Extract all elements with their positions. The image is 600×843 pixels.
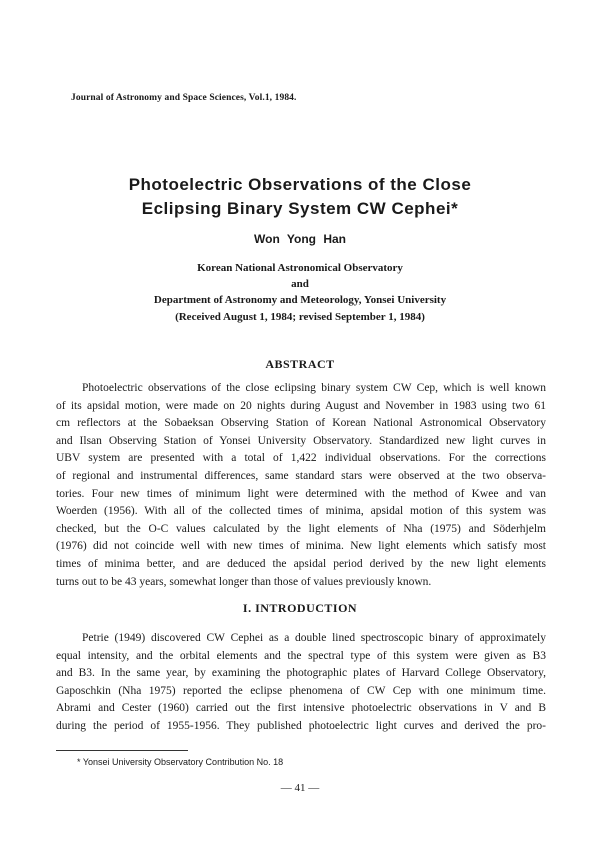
affiliation-line: Korean National Astronomical Observatory	[197, 262, 403, 274]
author-name: Won Yong Han	[254, 232, 346, 246]
affiliation-line: and	[291, 278, 309, 290]
intro-line: equal intensity, and the orbital elements and the spectral type of this system were given as B3	[56, 649, 546, 662]
abstract-line: and Ilsan Observing Station of Yonsei University Observatory. Standardized new light curves in	[56, 434, 546, 447]
page-number: — 41 —	[280, 782, 320, 794]
journal-citation: Journal of Astronomy and Space Sciences, Vol.1, 1984.	[71, 93, 297, 103]
title-line-1: Photoelectric Observations of the Close	[128, 175, 472, 194]
abstract-line: checked, but the O-C values calculated by the light elements of Nha (1975) and Söderhjelm	[56, 522, 546, 535]
abstract-line: Woerden (1956). With all of the collected times of minima, apsidal motion of this system was	[56, 505, 546, 518]
abstract-line: turns out to be 43 years, somewhat longer than those of values previously known.	[56, 575, 432, 588]
abstract-line: Photoelectric observations of the close eclipsing binary system CW Cep, which is well known	[82, 382, 546, 394]
received-dates: (Received August 1, 1984; revised September 1, 1984)	[175, 311, 425, 323]
abstract-line: times of minima better, and are deduced the apsidal period derived by the new light elements	[56, 557, 546, 570]
title-line-2: Eclipsing Binary System CW Cephei*	[141, 199, 459, 218]
abstract-line: tories. Four new times of minimum light were determined with the method of Kwee and van	[56, 487, 546, 500]
abstract-line: cm reflectors at the Sobaeksan Observing Station of Korean National Astronomical Observatory	[56, 417, 546, 430]
affiliation-line: Department of Astronomy and Meteorology, Yonsei University	[153, 294, 447, 306]
intro-line: Gaposchkin (Nha 1975) reported the eclipse phenomena of CW Cep with one minimum time.	[56, 684, 546, 697]
introduction-body	[56, 630, 546, 736]
intro-line: and B3. In the same year, by examining the photographic plates of Harvard College Observatory,	[56, 667, 546, 680]
abstract-heading: ABSTRACT	[265, 357, 335, 371]
abstract-line: of regional and instrumental differences, same standard stars were observed at the two observa-	[56, 469, 546, 482]
footnote-rule	[56, 750, 188, 751]
abstract-body	[56, 380, 546, 591]
abstract-line: UBV system are presented with a total of 1,422 individual observations. For the corrections	[56, 452, 546, 465]
abstract-line: (1976) did not coincide well with new times of minima. New light elements which satisfy most	[56, 540, 546, 553]
introduction-heading: I. INTRODUCTION	[242, 601, 358, 615]
abstract-line: of its apsidal motion, were made on 20 nights during August and November in 1983 using two 61	[56, 399, 546, 412]
intro-line: Petrie (1949) discovered CW Cephei as a double lined spectroscopic binary of approximately	[82, 632, 546, 644]
footnote: * Yonsei University Observatory Contribution No. 18	[77, 757, 284, 767]
intro-line: Abrami and Cester (1960) carried out the first intensive photoelectric observations in V and B	[56, 702, 546, 715]
intro-line: during the period of 1955-1956. They published photoelectric light curves and derived the pro-	[56, 719, 546, 732]
